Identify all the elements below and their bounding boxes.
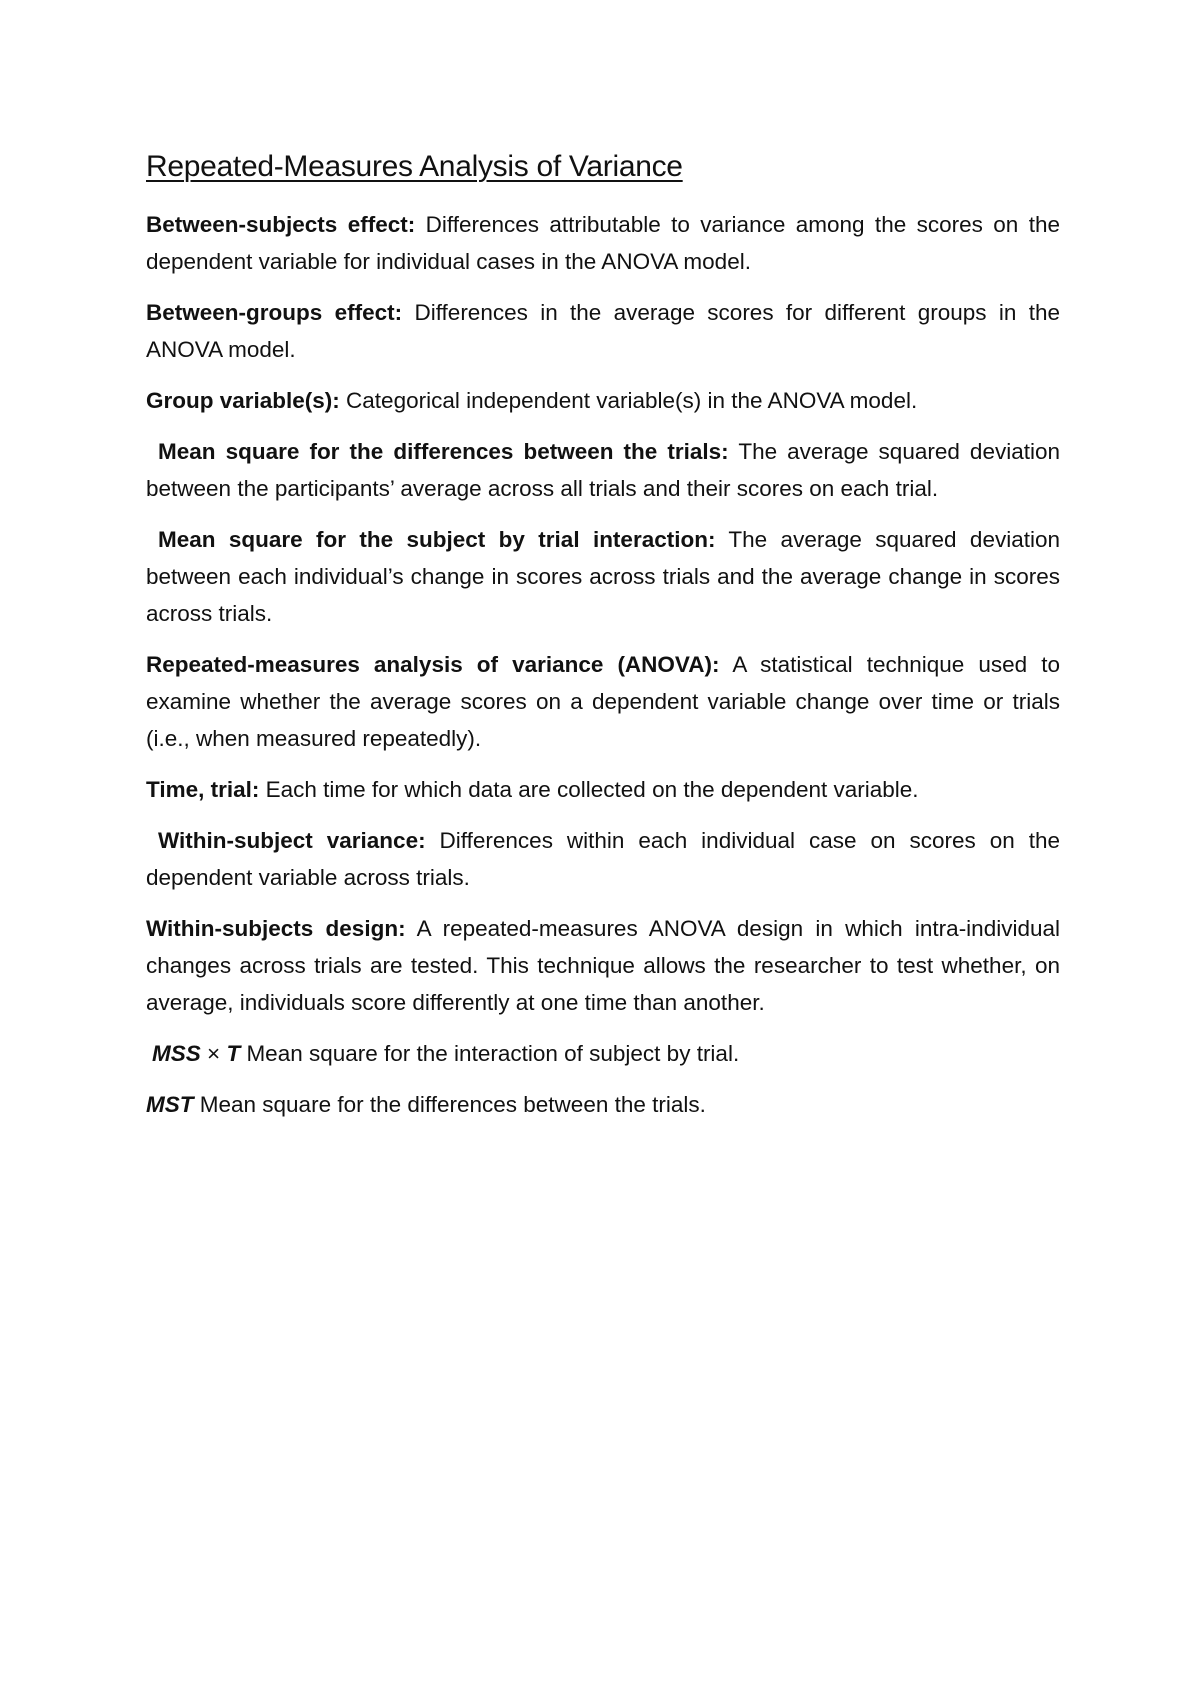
symbol-definition: Mean square for the interaction of subject by trial. [240,1041,740,1066]
glossary-definition: Each time for which data are collected on the dependent variable. [259,777,919,802]
symbol-definition: Mean square for the differences between the trials. [193,1092,706,1117]
glossary-term: Within-subject variance: [158,828,426,853]
symbol-entry-mst [146,1086,1060,1123]
glossary-definition: Differences in the average scores for different groups in the ANOVA model. [146,300,1060,362]
glossary-entry-between-groups-effect [146,294,1060,368]
glossary-entry-mean-square-interaction [146,521,1060,632]
glossary-definition: A repeated-measures ANOVA design in which intra-individual changes across trials are tested. This technique allows the researcher to test whether, on average, individuals score differently at one time than another. [146,916,1060,1015]
glossary-entry-within-subject-variance [146,822,1060,896]
glossary-term: Mean square for the differences between the trials: [158,439,729,464]
glossary-term: Mean square for the subject by trial interaction: [158,527,716,552]
page-title: Repeated-Measures Analysis of Variance [146,150,683,183]
symbol-operator: × [207,1041,221,1066]
symbol-mss: MSS [152,1041,201,1066]
glossary-term: Between-groups effect: [146,300,403,325]
glossary-definition: Differences within each individual case on scores on the dependent variable across trials. [146,828,1060,890]
glossary-definition: Differences attributable to variance among the scores on the dependent variable for individual cases in the ANOVA model. [146,212,1060,274]
glossary-entry-between-subjects-effect [146,206,1060,280]
glossary-definition: The average squared deviation between the participants’ average across all trials and their scores on each trial. [146,439,1061,501]
glossary-term: Group variable(s): [146,388,340,413]
document-page [146,150,1060,1137]
glossary-entry-within-subjects-design [146,910,1060,1021]
glossary-definition: The average squared deviation between each individual’s change in scores across trials and the average change in scores across trials. [146,527,1060,626]
glossary-definition: A statistical technique used to examine whether the average scores on a dependent variable change over time or trials (i.e., when measured repeatedly). [146,652,1060,751]
glossary-definition: Categorical independent variable(s) in the ANOVA model. [339,388,918,413]
glossary-entry-repeated-measures-anova [146,646,1060,757]
glossary-entry-time-trial [146,771,1060,808]
symbol-t: T [226,1041,241,1066]
glossary-term: Between-subjects effect: [146,212,416,237]
symbol-mst: MST [146,1092,194,1117]
glossary-term: Repeated-measures analysis of variance (ANOVA): [146,652,720,677]
symbol-entry-mss-t [146,1035,1060,1072]
glossary-entry-group-variables [146,382,1060,419]
glossary-term: Within-subjects design: [146,916,406,941]
glossary-term: Time, trial: [146,777,260,802]
glossary-entry-mean-square-trials [146,433,1060,507]
